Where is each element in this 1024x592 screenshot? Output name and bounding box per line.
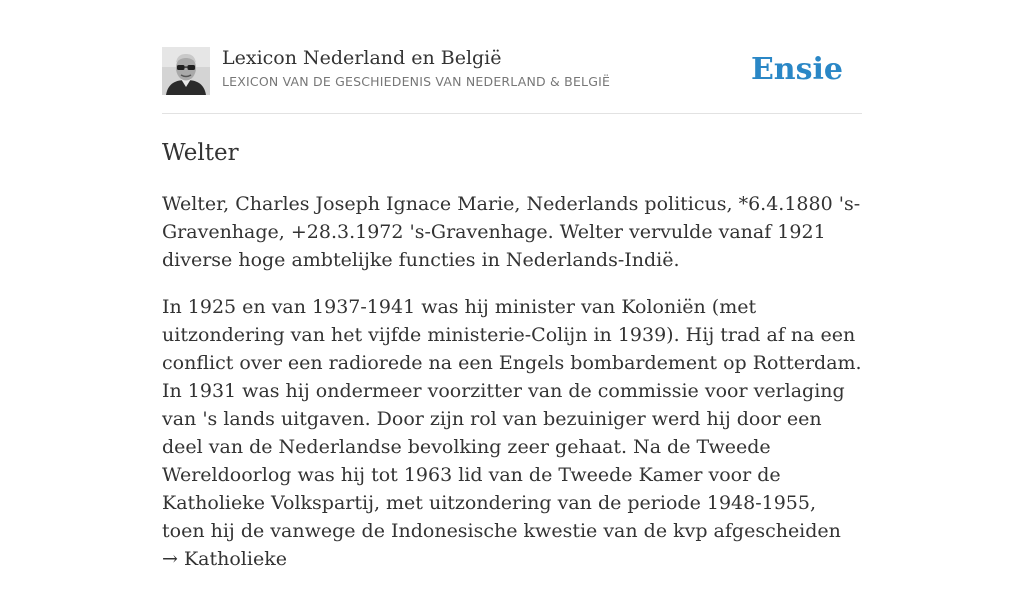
article-paragraph: Welter, Charles Joseph Ignace Marie, Nederlands politicus, *6.4.1880 's-Gravenhage, +28.3.1972 's-Gravenhage. Welter vervulde vanaf 1921 diverse hoge ambtelijke functies in Nederlands-Indië. [162,193,861,271]
source-subtitle: LEXICON VAN DE GESCHIEDENIS VAN NEDERLAND & BELGIË [222,74,611,89]
ensie-logo[interactable]: Ensie [750,52,843,87]
source-header [162,46,862,96]
avatar[interactable] [162,47,210,95]
article-title: Welter [162,140,239,166]
header-divider [162,113,862,114]
source-name[interactable]: Lexicon Nederland en België [222,47,502,69]
article-body [162,190,862,592]
author-photo-icon [162,47,210,95]
article-paragraph: In 1925 en van 1937-1941 was hij minister van Koloniën (met uitzondering van het vijfde ministerie-Colijn in 1939). Hij trad af na een conflict over een radiorede na een Engels bombardement op Rotterdam. In 1931 was hij ondermeer voorzitter van de commissie voor verlaging van 's lands uitgaven. Door zijn rol van bezuiniger werd hij door een deel van de Nederlandse bevolking zeer gehaat. Na de Tweede Wereldoorlog was hij tot 1963 lid van de Tweede Kamer voor de Katholieke Volkspartij, met uitzondering van de periode 1948-1955, toen hij de vanwege de Indonesische kwestie van de kvp afgescheiden → Katholieke [162,296,862,570]
